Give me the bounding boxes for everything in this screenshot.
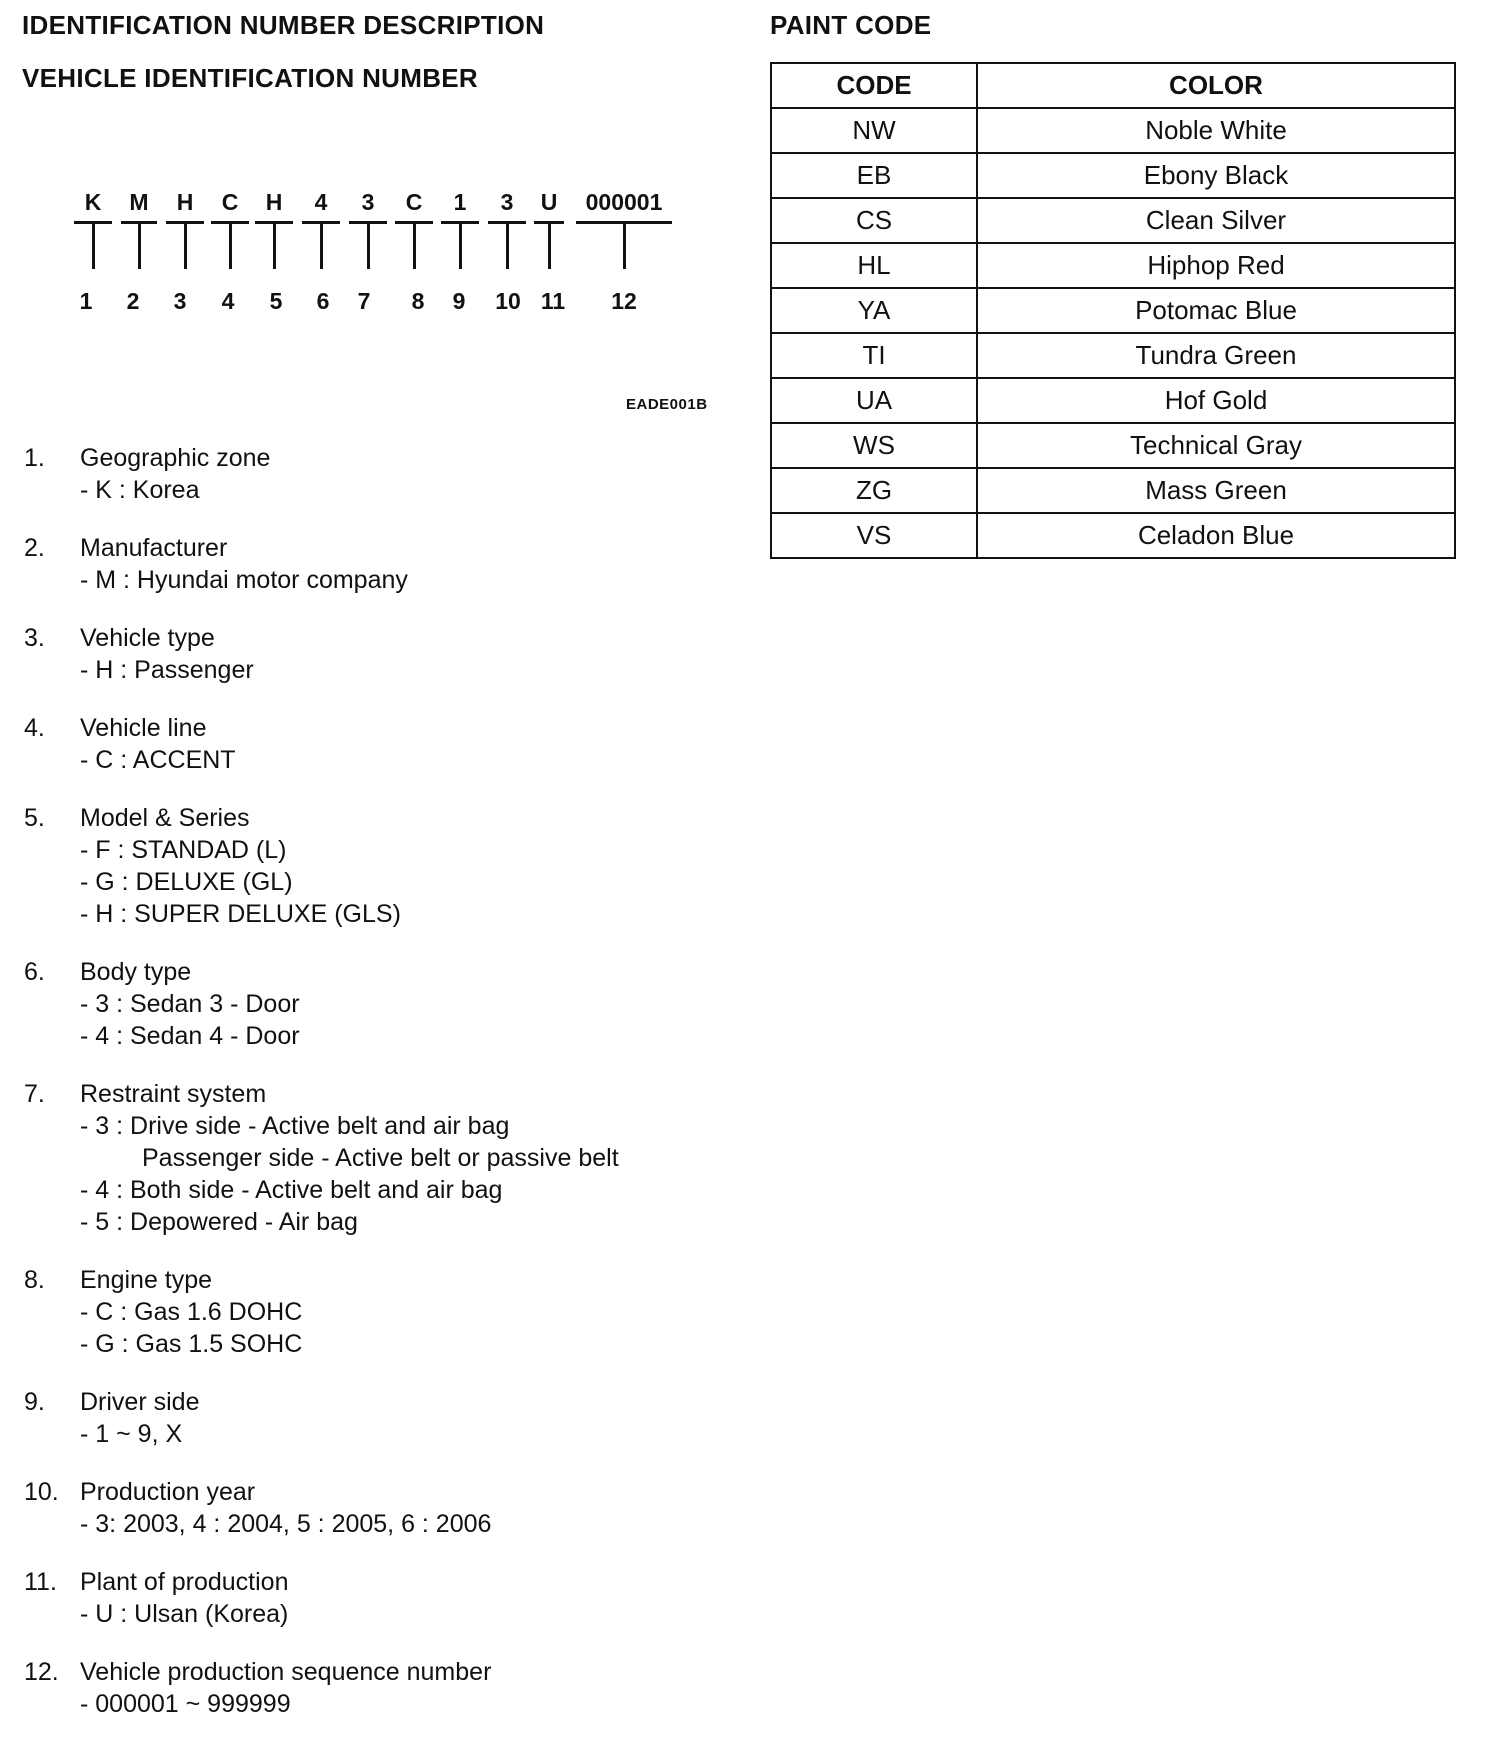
paint-color-cell: Hof Gold [977, 378, 1455, 423]
item-body [80, 1386, 724, 1450]
paint-code-cell: YA [771, 288, 977, 333]
item-detail-line: - 000001 ~ 999999 [80, 1690, 291, 1718]
item-detail-line: - 4 : Sedan 4 - Door [80, 1022, 300, 1050]
item-body [80, 532, 724, 596]
paint-code-cell: VS [771, 513, 977, 558]
item-body [80, 956, 724, 1052]
item-detail-line: - H : SUPER DELUXE (GLS) [80, 900, 401, 928]
list-item [24, 1264, 724, 1360]
table-row [771, 108, 1455, 153]
item-body [80, 712, 724, 776]
item-detail-line: - G : Gas 1.5 SOHC [80, 1330, 303, 1358]
vin-bracket-stem [138, 221, 141, 269]
vin-position-number: 4 [221, 288, 235, 314]
paint-code-table [770, 62, 1456, 559]
vin-character: M [129, 189, 149, 215]
vin-bracket-stem [623, 221, 626, 269]
item-title: Body type [80, 958, 192, 986]
item-title: Vehicle production sequence number [80, 1658, 492, 1686]
item-number: 8. [24, 1266, 45, 1294]
item-number: 1. [24, 444, 45, 472]
item-body [80, 1264, 724, 1360]
paint-code-cell: HL [771, 243, 977, 288]
item-body [80, 442, 724, 506]
item-detail-line: - 4 : Both side - Active belt and air bag [80, 1176, 503, 1204]
table-row [771, 513, 1455, 558]
item-number: 3. [24, 624, 45, 652]
vin-position-number: 1 [79, 288, 93, 314]
item-title: Plant of production [80, 1568, 289, 1596]
list-item [24, 1078, 724, 1238]
vin-character: C [221, 189, 239, 215]
item-detail-line: - 1 ~ 9, X [80, 1420, 183, 1448]
vin-bracket-stem [92, 221, 95, 269]
paint-code-title: PAINT CODE [770, 10, 932, 40]
vin-character: 4 [314, 189, 328, 215]
paint-color-cell: Noble White [977, 108, 1455, 153]
table-row [771, 333, 1455, 378]
list-item [24, 1566, 724, 1630]
paint-code-cell: TI [771, 333, 977, 378]
item-number: 4. [24, 714, 45, 742]
vin-position-number: 3 [173, 288, 187, 314]
item-body [80, 1476, 724, 1540]
item-title: Restraint system [80, 1080, 267, 1108]
vin-position-number: 10 [495, 288, 521, 314]
paint-code-cell: CS [771, 198, 977, 243]
vin-character: K [84, 189, 102, 215]
list-item [24, 802, 724, 930]
paint-color-cell: Mass Green [977, 468, 1455, 513]
vin-bracket-stem [229, 221, 232, 269]
paint-code-cell: UA [771, 378, 977, 423]
item-detail-line: - G : DELUXE (GL) [80, 868, 293, 896]
column-header-code: CODE [771, 63, 977, 108]
vin-bracket-stem [506, 221, 509, 269]
item-title: Manufacturer [80, 534, 228, 562]
vin-character: 000001 [585, 189, 663, 215]
item-detail-line: - 3 : Sedan 3 - Door [80, 990, 300, 1018]
item-title: Production year [80, 1478, 256, 1506]
item-number: 9. [24, 1388, 45, 1416]
item-body [80, 622, 724, 686]
item-title: Vehicle line [80, 714, 207, 742]
list-item [24, 622, 724, 686]
list-item [24, 1476, 724, 1540]
vin-bracket-stem [184, 221, 187, 269]
list-item [24, 532, 724, 596]
list-item [24, 442, 724, 506]
vin-bracket-stem [413, 221, 416, 269]
paint-code-cell: NW [771, 108, 977, 153]
vin-position-number: 2 [126, 288, 140, 314]
list-item [24, 1656, 724, 1720]
paint-code-cell: WS [771, 423, 977, 468]
table-header-row [771, 63, 1455, 108]
page-title: IDENTIFICATION NUMBER DESCRIPTION [22, 10, 545, 40]
vin-character: H [176, 189, 194, 215]
vin-position-number: 6 [316, 288, 330, 314]
paint-color-cell: Hiphop Red [977, 243, 1455, 288]
vin-bracket-stem [459, 221, 462, 269]
paint-color-cell: Tundra Green [977, 333, 1455, 378]
item-detail-line: - U : Ulsan (Korea) [80, 1600, 289, 1628]
item-body [80, 1078, 724, 1238]
column-header-color: COLOR [977, 63, 1455, 108]
paint-color-cell: Potomac Blue [977, 288, 1455, 333]
list-item [24, 712, 724, 776]
description-list [24, 442, 724, 1746]
table-row [771, 288, 1455, 333]
item-detail-line: - F : STANDAD (L) [80, 836, 287, 864]
paint-color-cell: Clean Silver [977, 198, 1455, 243]
item-title: Vehicle type [80, 624, 215, 652]
item-body [80, 1566, 724, 1630]
table-row [771, 378, 1455, 423]
item-number: 11. [24, 1568, 57, 1596]
item-title: Geographic zone [80, 444, 271, 472]
item-detail-line: - M : Hyundai motor company [80, 566, 408, 594]
vin-position-number: 9 [452, 288, 466, 314]
vin-position-number: 8 [411, 288, 425, 314]
item-number: 12. [24, 1658, 59, 1686]
item-detail-line: - K : Korea [80, 476, 200, 504]
item-title: Driver side [80, 1388, 200, 1416]
table-row [771, 243, 1455, 288]
vin-position-number: 11 [540, 288, 566, 314]
item-body [80, 1656, 724, 1720]
item-title: Model & Series [80, 804, 250, 832]
vin-position-number: 5 [269, 288, 283, 314]
item-number: 5. [24, 804, 45, 832]
item-detail-line: - C : Gas 1.6 DOHC [80, 1298, 303, 1326]
paint-code-cell: ZG [771, 468, 977, 513]
table-row [771, 468, 1455, 513]
vin-position-number: 7 [357, 288, 371, 314]
item-detail-line: - 3 : Drive side - Active belt and air bag [80, 1112, 510, 1140]
paint-color-cell: Ebony Black [977, 153, 1455, 198]
paint-code-cell: EB [771, 153, 977, 198]
item-detail-line: - 3: 2003, 4 : 2004, 5 : 2005, 6 : 2006 [80, 1510, 492, 1538]
vin-character: 3 [500, 189, 514, 215]
table-row [771, 153, 1455, 198]
vin-bracket-stem [367, 221, 370, 269]
vin-bracket-stem [320, 221, 323, 269]
vin-character: U [540, 189, 558, 215]
vin-bracket-stem [273, 221, 276, 269]
item-detail-line: Passenger side - Active belt or passive belt [142, 1144, 619, 1172]
vin-character: 1 [453, 189, 467, 215]
vin-position-number: 12 [611, 288, 637, 314]
item-number: 10. [24, 1478, 59, 1506]
vin-bracket-stem [548, 221, 551, 269]
item-detail-line: - 5 : Depowered - Air bag [80, 1208, 358, 1236]
paint-color-cell: Technical Gray [977, 423, 1455, 468]
figure-code: EADE001B [626, 396, 708, 413]
item-number: 7. [24, 1080, 45, 1108]
list-item [24, 956, 724, 1052]
item-detail-line: - H : Passenger [80, 656, 254, 684]
table-row [771, 198, 1455, 243]
vin-section-title: VEHICLE IDENTIFICATION NUMBER [22, 63, 478, 93]
vin-character: 3 [361, 189, 375, 215]
vin-character: C [405, 189, 423, 215]
list-item [24, 1386, 724, 1450]
table-row [771, 423, 1455, 468]
vin-diagram [0, 0, 720, 420]
paint-color-cell: Celadon Blue [977, 513, 1455, 558]
item-number: 6. [24, 958, 45, 986]
item-number: 2. [24, 534, 45, 562]
item-title: Engine type [80, 1266, 213, 1294]
item-detail-line: - C : ACCENT [80, 746, 236, 774]
item-body [80, 802, 724, 930]
vin-character: H [265, 189, 283, 215]
